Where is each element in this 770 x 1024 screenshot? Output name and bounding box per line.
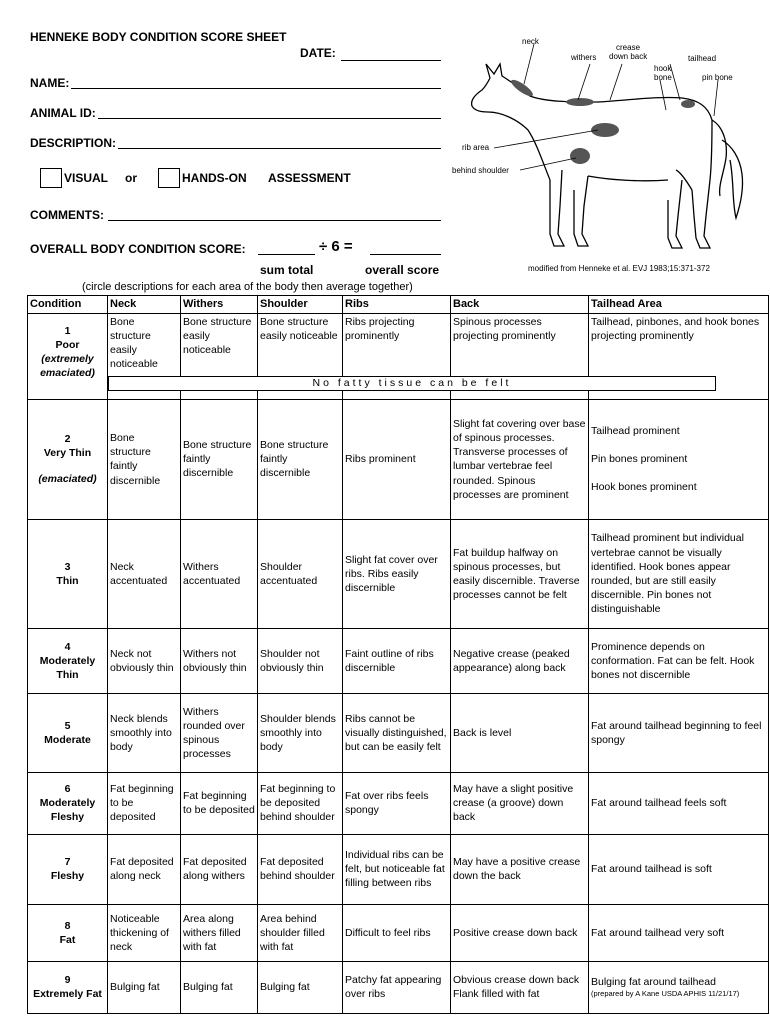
comments-label: COMMENTS: bbox=[30, 208, 104, 222]
score-name: Extremely Fat bbox=[33, 988, 102, 1001]
tailhead-line: Pin bones prominent bbox=[591, 453, 688, 466]
back-cell[interactable]: May have a positive crease down the back bbox=[451, 834, 589, 904]
description-field[interactable] bbox=[118, 148, 441, 149]
header-back: Back bbox=[451, 296, 589, 314]
withers-cell[interactable]: Fat deposited along withers bbox=[181, 834, 258, 904]
visual-checkbox[interactable] bbox=[40, 168, 62, 188]
score-number: 9 bbox=[64, 974, 71, 987]
ribs-cell[interactable]: Faint outline of ribs discernible bbox=[343, 628, 451, 693]
label-down-back: down back bbox=[609, 52, 648, 61]
tailhead-cell[interactable] bbox=[589, 961, 769, 1013]
back-cell[interactable]: Fat buildup halfway on spinous processes, but easily discernible. Traverse processes cannot be felt bbox=[451, 519, 589, 628]
tailhead-cell[interactable]: Tailhead prominent but individual vertebrae cannot be visually identified. Hook bones appear rounded, but are still easily discernible. Pin bones not distinguishable bbox=[589, 519, 769, 628]
table-row bbox=[28, 961, 769, 1013]
animal-id-label: ANIMAL ID: bbox=[30, 106, 96, 120]
neck-cell[interactable]: Bulging fat bbox=[108, 961, 181, 1013]
table-row bbox=[28, 772, 769, 834]
tailhead-cell[interactable]: Fat around tailhead beginning to feel spongy bbox=[589, 693, 769, 772]
instruction-text: (circle descriptions for each area of the body then average together) bbox=[82, 281, 413, 293]
ribs-cell[interactable]: Slight fat cover over ribs. Ribs easily discernible bbox=[343, 519, 451, 628]
header-condition: Condition bbox=[28, 296, 108, 314]
ribs-cell[interactable]: Ribs prominent bbox=[343, 399, 451, 519]
score-number: 4 bbox=[64, 640, 71, 653]
condition-cell bbox=[28, 961, 108, 1013]
score-name: Poor bbox=[55, 339, 80, 352]
withers-cell[interactable]: Bone structure faintly discernible bbox=[181, 399, 258, 519]
score-name: Thin bbox=[56, 574, 79, 587]
date-field[interactable] bbox=[341, 60, 441, 61]
header-ribs: Ribs bbox=[343, 296, 451, 314]
prepared-by-note: (prepared by A Kane USDA APHIS 11/21/17) bbox=[591, 989, 740, 999]
label-crease: crease bbox=[616, 43, 641, 52]
tailhead-cell[interactable]: Fat around tailhead is soft bbox=[589, 834, 769, 904]
back-cell[interactable]: Spinous processes projecting prominently bbox=[451, 313, 589, 399]
tailhead-text: Bulging fat around tailhead bbox=[591, 976, 716, 989]
neck-cell[interactable]: Fat beginning to be deposited bbox=[108, 772, 181, 834]
score-table bbox=[27, 295, 769, 1014]
score-number: 7 bbox=[64, 856, 71, 869]
tailhead-cell[interactable]: Prominence depends on conformation. Fat can be felt. Hook bones not discernible bbox=[589, 628, 769, 693]
label-rib-area: rib area bbox=[462, 143, 490, 152]
date-label: DATE: bbox=[300, 46, 336, 60]
description-label: DESCRIPTION: bbox=[30, 136, 117, 150]
shoulder-cell[interactable]: Fat beginning to be deposited behind shoulder bbox=[258, 772, 343, 834]
score-number: 1 bbox=[64, 324, 71, 337]
table-row bbox=[28, 399, 769, 519]
withers-cell[interactable]: Withers not obviously thin bbox=[181, 628, 258, 693]
ribs-cell[interactable]: Fat over ribs feels spongy bbox=[343, 772, 451, 834]
header-tailhead: Tailhead Area bbox=[589, 296, 769, 314]
label-behind-shoulder: behind shoulder bbox=[452, 166, 509, 175]
score-number: 6 bbox=[64, 783, 71, 796]
hands-on-label: HANDS-ON bbox=[182, 171, 247, 185]
withers-cell[interactable]: Area along withers filled with fat bbox=[181, 904, 258, 961]
name-label: NAME: bbox=[30, 76, 70, 90]
shoulder-cell[interactable]: Shoulder not obviously thin bbox=[258, 628, 343, 693]
ribs-cell[interactable]: Ribs projecting prominently bbox=[343, 313, 451, 399]
header-withers: Withers bbox=[181, 296, 258, 314]
ribs-cell[interactable]: Individual ribs can be felt, but noticeable fat filling between ribs bbox=[343, 834, 451, 904]
score-name: Moderately Fleshy bbox=[39, 797, 96, 824]
score-name: Fleshy bbox=[50, 870, 85, 883]
table-row bbox=[28, 519, 769, 628]
figure-credit: modified from Henneke et al. EVJ 1983;15:371-372 bbox=[528, 264, 710, 273]
neck-cell[interactable]: Noticeable thickening of neck bbox=[108, 904, 181, 961]
overall-score-caption: overall score bbox=[365, 263, 440, 277]
tailhead-cell[interactable] bbox=[589, 399, 769, 519]
neck-cell[interactable]: Bone structure easily noticeable bbox=[108, 313, 181, 399]
sum-total-field[interactable] bbox=[258, 254, 315, 255]
withers-cell[interactable]: Withers accentuated bbox=[181, 519, 258, 628]
shoulder-cell[interactable]: Area behind shoulder filled with fat bbox=[258, 904, 343, 961]
withers-cell[interactable]: Fat beginning to be deposited bbox=[181, 772, 258, 834]
ribs-cell[interactable]: Ribs cannot be visually distinguished, but can be easily felt bbox=[343, 693, 451, 772]
score-name: Fat bbox=[59, 933, 76, 946]
shaded-areas bbox=[509, 77, 695, 164]
animal-id-field[interactable] bbox=[98, 118, 441, 119]
no-fat-banner: No fatty tissue can be felt bbox=[108, 376, 716, 391]
label-bone: bone bbox=[654, 73, 672, 82]
condition-cell bbox=[28, 772, 108, 834]
label-pin-bone: pin bone bbox=[702, 73, 733, 82]
shoulder-cell[interactable]: Bone structure easily noticeable bbox=[258, 313, 343, 399]
score-name: Moderate bbox=[44, 733, 91, 746]
condition-cell bbox=[28, 834, 108, 904]
label-tailhead: tailhead bbox=[688, 54, 717, 63]
tailhead-line: Tailhead prominent bbox=[591, 425, 680, 438]
condition-cell bbox=[28, 519, 108, 628]
shoulder-cell[interactable]: Bone structure faintly discernible bbox=[258, 399, 343, 519]
condition-cell bbox=[28, 399, 108, 519]
table-row bbox=[28, 628, 769, 693]
visual-label: VISUAL bbox=[64, 171, 109, 185]
score-number: 5 bbox=[64, 719, 71, 732]
hands-on-checkbox[interactable] bbox=[158, 168, 180, 188]
shoulder-cell[interactable]: Shoulder accentuated bbox=[258, 519, 343, 628]
name-field[interactable] bbox=[71, 88, 441, 89]
shoulder-cell[interactable]: Shoulder blends smoothly into body bbox=[258, 693, 343, 772]
horse-diagram bbox=[450, 30, 768, 270]
tailhead-cell[interactable]: Fat around tailhead feels soft bbox=[589, 772, 769, 834]
score-number: 8 bbox=[64, 919, 71, 932]
sum-total-caption: sum total bbox=[260, 263, 314, 277]
neck-cell[interactable]: Neck not obviously thin bbox=[108, 628, 181, 693]
table-row bbox=[28, 693, 769, 772]
shoulder-cell[interactable]: Fat deposited behind shoulder bbox=[258, 834, 343, 904]
table-row bbox=[28, 834, 769, 904]
condition-cell bbox=[28, 904, 108, 961]
sheet-title: HENNEKE BODY CONDITION SCORE SHEET bbox=[30, 30, 287, 44]
label-neck: neck bbox=[522, 37, 539, 46]
header-shoulder: Shoulder bbox=[258, 296, 343, 314]
horse-outline bbox=[472, 64, 743, 248]
back-cell[interactable]: May have a slight positive crease (a groove) down back bbox=[451, 772, 589, 834]
overall-score-field[interactable] bbox=[370, 254, 441, 255]
neck-cell[interactable]: Neck accentuated bbox=[108, 519, 181, 628]
header-neck: Neck bbox=[108, 296, 181, 314]
comments-field[interactable] bbox=[108, 220, 441, 221]
back-cell[interactable]: Negative crease (peaked appearance) along back bbox=[451, 628, 589, 693]
or-label: or bbox=[125, 171, 137, 185]
score-subtitle: (extremely emaciated) bbox=[40, 353, 95, 380]
divide-label: ÷ 6 = bbox=[319, 238, 353, 255]
label-withers: withers bbox=[571, 53, 597, 62]
score-number: 3 bbox=[64, 560, 71, 573]
overall-score-label: OVERALL BODY CONDITION SCORE: bbox=[30, 242, 246, 256]
neck-cell[interactable]: Neck blends smoothly into body bbox=[108, 693, 181, 772]
tailhead-cell[interactable]: Fat around tailhead very soft bbox=[589, 904, 769, 961]
label-hook: hook bbox=[654, 64, 672, 73]
shoulder-cell[interactable]: Bulging fat bbox=[258, 961, 343, 1013]
score-number: 2 bbox=[64, 433, 71, 446]
back-cell[interactable]: Back is level bbox=[451, 693, 589, 772]
score-subtitle: (emaciated) bbox=[38, 473, 97, 486]
table-row bbox=[28, 904, 769, 961]
neck-cell[interactable]: Bone structure faintly discernible bbox=[108, 399, 181, 519]
ribs-cell[interactable]: Difficult to feel ribs bbox=[343, 904, 451, 961]
neck-cell[interactable]: Fat deposited along neck bbox=[108, 834, 181, 904]
withers-cell[interactable]: Withers rounded over spinous processes bbox=[181, 693, 258, 772]
assessment-label: ASSESSMENT bbox=[268, 171, 351, 185]
condition-cell bbox=[28, 693, 108, 772]
condition-cell bbox=[28, 313, 108, 399]
ribs-cell[interactable]: Patchy fat appearing over ribs bbox=[343, 961, 451, 1013]
tailhead-line: Hook bones prominent bbox=[591, 481, 697, 494]
condition-cell bbox=[28, 628, 108, 693]
back-cell[interactable]: Obvious crease down back Flank filled with fat bbox=[451, 961, 589, 1013]
withers-cell[interactable]: Bone structure easily noticeable bbox=[181, 313, 258, 399]
score-name: Moderately Thin bbox=[39, 654, 96, 681]
tailhead-cell[interactable]: Tailhead, pinbones, and hook bones projecting prominently bbox=[589, 313, 769, 399]
back-cell[interactable]: Positive crease down back bbox=[451, 904, 589, 961]
table-header-row bbox=[28, 296, 769, 314]
score-name: Very Thin bbox=[43, 447, 92, 460]
back-cell[interactable]: Slight fat covering over base of spinous processes. Transverse processes of lumbar vertebrae feel rounded. Spinous processes are prominent bbox=[451, 399, 589, 519]
withers-cell[interactable]: Bulging fat bbox=[181, 961, 258, 1013]
